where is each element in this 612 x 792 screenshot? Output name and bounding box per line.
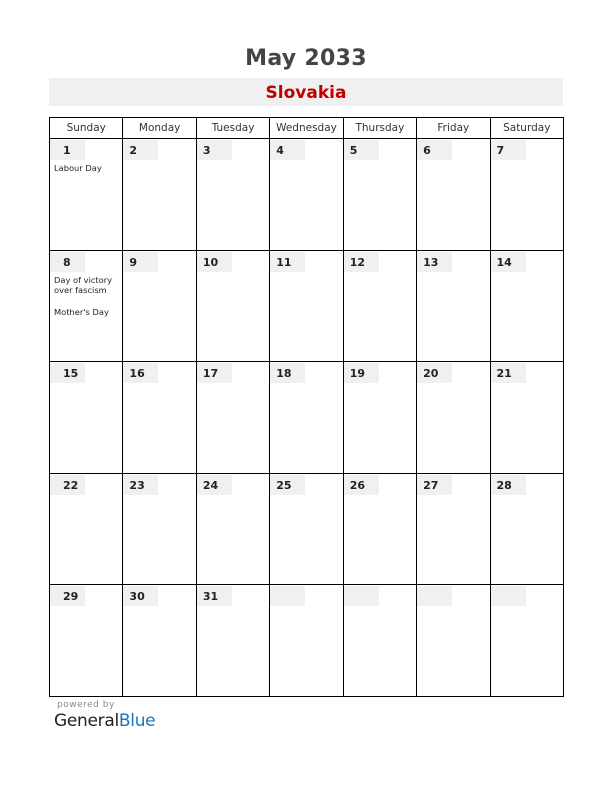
- day-cell[interactable]: [343, 473, 416, 585]
- day-cell[interactable]: [490, 362, 563, 474]
- day-cell[interactable]: [417, 473, 490, 585]
- day-number: 21: [491, 363, 526, 383]
- day-cell[interactable]: [123, 250, 196, 362]
- day-cell[interactable]: [196, 473, 269, 585]
- day-cell[interactable]: [343, 139, 416, 251]
- day-cell[interactable]: [196, 585, 269, 697]
- week-row: [50, 473, 564, 585]
- day-number: [491, 586, 526, 606]
- day-number: 10: [197, 252, 232, 272]
- day-cell[interactable]: [50, 585, 123, 697]
- day-number: 26: [344, 475, 379, 495]
- day-number: [344, 586, 379, 606]
- day-cell[interactable]: [50, 139, 123, 251]
- day-number: 31: [197, 586, 232, 606]
- day-cell[interactable]: [343, 585, 416, 697]
- day-cell[interactable]: [490, 250, 563, 362]
- weekday-header-row: [50, 118, 564, 139]
- day-cell[interactable]: [196, 362, 269, 474]
- day-cell[interactable]: [123, 473, 196, 585]
- day-cell[interactable]: [50, 362, 123, 474]
- country-name: Slovakia: [265, 83, 347, 103]
- day-number: 13: [417, 252, 452, 272]
- day-number: 7: [491, 140, 526, 160]
- day-number: 3: [197, 140, 232, 160]
- day-cell[interactable]: [417, 250, 490, 362]
- day-cell[interactable]: [490, 473, 563, 585]
- day-number: 24: [197, 475, 232, 495]
- day-number: 30: [123, 586, 158, 606]
- day-cell[interactable]: [417, 139, 490, 251]
- day-number: 9: [123, 252, 158, 272]
- powered-by-label: powered by: [57, 700, 115, 710]
- day-cell[interactable]: [196, 139, 269, 251]
- holiday-event: Day of victory over fascism: [54, 274, 113, 295]
- day-cell[interactable]: [123, 585, 196, 697]
- day-number: 5: [344, 140, 379, 160]
- day-cell[interactable]: [490, 139, 563, 251]
- day-cell[interactable]: [343, 250, 416, 362]
- day-number: 16: [123, 363, 158, 383]
- day-cell[interactable]: [270, 473, 343, 585]
- day-number: 12: [344, 252, 379, 272]
- day-number: 29: [50, 586, 85, 606]
- day-number: 28: [491, 475, 526, 495]
- day-number: 17: [197, 363, 232, 383]
- day-number: 4: [270, 140, 305, 160]
- day-cell[interactable]: [123, 139, 196, 251]
- calendar-grid: [49, 117, 564, 697]
- day-number: 14: [491, 252, 526, 272]
- week-row: [50, 585, 564, 697]
- weekday-saturday: Saturday: [490, 118, 563, 139]
- day-number: 1: [50, 140, 85, 160]
- day-number: 15: [50, 363, 85, 383]
- day-cell[interactable]: [270, 250, 343, 362]
- day-number: 25: [270, 475, 305, 495]
- day-number: 18: [270, 363, 305, 383]
- day-number: 6: [417, 140, 452, 160]
- brand-general: General: [54, 711, 119, 731]
- country-banner: [49, 78, 563, 106]
- day-number: 8: [50, 252, 85, 272]
- week-row: [50, 139, 564, 251]
- day-cell[interactable]: [50, 250, 123, 362]
- day-cell[interactable]: [490, 585, 563, 697]
- day-number: 27: [417, 475, 452, 495]
- weekday-monday: Monday: [123, 118, 196, 139]
- holiday-event: Mother's Day: [54, 306, 109, 317]
- day-number: [270, 586, 305, 606]
- day-number: 19: [344, 363, 379, 383]
- day-cell[interactable]: [270, 139, 343, 251]
- generalblue-logo[interactable]: [54, 711, 155, 731]
- week-row: [50, 250, 564, 362]
- day-number: 2: [123, 140, 158, 160]
- weekday-friday: Friday: [417, 118, 490, 139]
- day-number: 20: [417, 363, 452, 383]
- page-title: May 2033: [245, 46, 367, 71]
- day-cell[interactable]: [270, 585, 343, 697]
- day-cell[interactable]: [417, 585, 490, 697]
- weekday-wednesday: Wednesday: [270, 118, 343, 139]
- day-cell[interactable]: [417, 362, 490, 474]
- day-cell[interactable]: [343, 362, 416, 474]
- day-cell[interactable]: [270, 362, 343, 474]
- week-row: [50, 362, 564, 474]
- weekday-tuesday: Tuesday: [196, 118, 269, 139]
- brand-blue: Blue: [118, 711, 156, 731]
- day-cell[interactable]: [196, 250, 269, 362]
- day-number: 22: [50, 475, 85, 495]
- holiday-event: Labour Day: [54, 163, 102, 173]
- day-cell[interactable]: [50, 473, 123, 585]
- day-number: 11: [270, 252, 305, 272]
- day-cell[interactable]: [123, 362, 196, 474]
- day-number: 23: [123, 475, 158, 495]
- day-number: [417, 586, 452, 606]
- weekday-sunday: Sunday: [50, 118, 123, 139]
- weekday-thursday: Thursday: [343, 118, 416, 139]
